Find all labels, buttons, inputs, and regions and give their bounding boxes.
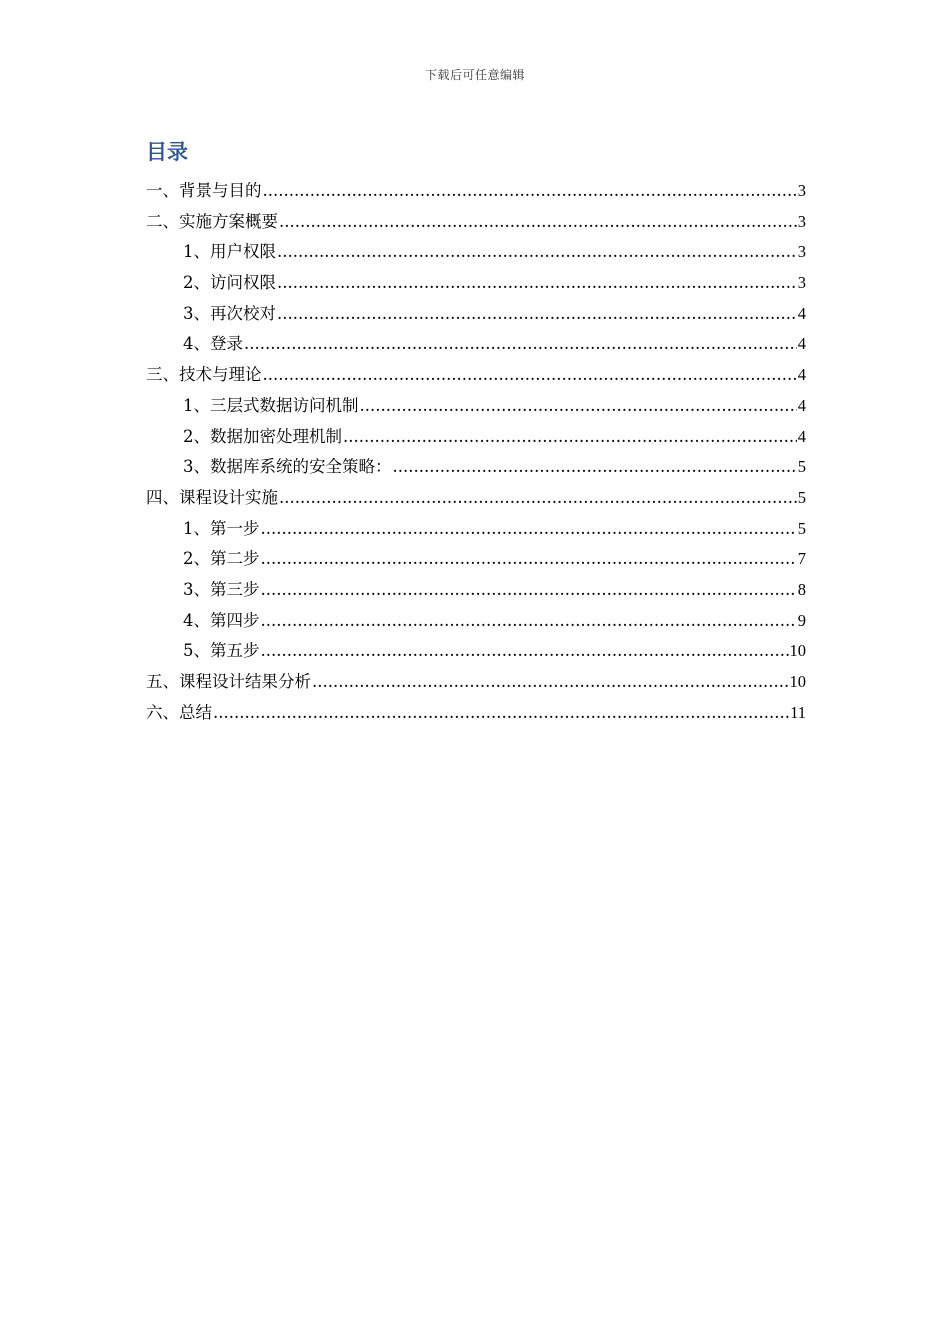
toc-page-number: 4	[797, 395, 806, 415]
toc-dot-leader	[277, 237, 797, 268]
toc-page-number: 7	[797, 549, 806, 569]
toc-page-number: 11	[790, 702, 806, 722]
toc-entry[interactable]	[146, 360, 806, 391]
toc-entry-text: 4、第四步	[183, 610, 260, 630]
toc-entry-text: 四、课程设计实施	[146, 487, 278, 507]
toc-dot-leader	[261, 606, 797, 637]
toc-entry[interactable]	[146, 268, 806, 299]
toc-dot-leader	[261, 514, 797, 545]
toc-dot-leader	[263, 176, 797, 207]
toc-page-number: 5	[797, 457, 806, 477]
toc-entry-text: 2、第二步	[183, 549, 260, 569]
toc-page-number: 10	[789, 641, 806, 661]
toc-entry-text: 二、实施方案概要	[146, 211, 278, 231]
toc-entry[interactable]	[146, 483, 806, 514]
page-header: 下载后可任意编辑	[424, 68, 525, 82]
toc-entry[interactable]	[146, 514, 806, 545]
toc-page-number: 4	[797, 365, 806, 385]
toc-dot-leader	[261, 544, 797, 575]
toc-entry[interactable]	[146, 667, 806, 698]
toc-entry[interactable]	[146, 207, 806, 238]
toc-entry-text: 3、第三步	[183, 579, 260, 599]
toc-dot-leader	[360, 391, 797, 422]
toc-page-number: 8	[797, 579, 806, 599]
toc-entry[interactable]	[146, 237, 806, 268]
toc-page-number: 3	[797, 242, 806, 262]
toc-entry-text: 五、课程设计结果分析	[146, 672, 311, 691]
toc-dot-leader	[261, 636, 789, 667]
toc-page-number: 4	[797, 334, 806, 354]
toc-entry-text: 1、第一步	[183, 518, 260, 538]
toc-entry[interactable]	[146, 636, 806, 667]
toc-dot-leader	[261, 575, 797, 606]
toc-entry[interactable]	[146, 544, 806, 575]
toc-dot-leader	[244, 329, 797, 360]
toc-page-number: 5	[797, 518, 806, 538]
toc-dot-leader	[343, 422, 797, 453]
toc-entry[interactable]	[146, 391, 806, 422]
toc-entry[interactable]	[146, 329, 806, 360]
toc-dot-leader	[393, 452, 797, 483]
toc-entry[interactable]	[146, 176, 806, 207]
toc-entry-text: 1、用户权限	[183, 242, 276, 262]
toc-dot-leader	[279, 483, 797, 514]
toc-page-number: 3	[797, 273, 806, 293]
toc-page-number: 3	[797, 181, 806, 200]
toc-entry[interactable]	[146, 422, 806, 453]
toc-dot-leader	[279, 207, 797, 238]
toc-page-number: 4	[797, 303, 806, 323]
toc-entry-text: 2、数据加密处理机制	[183, 426, 342, 446]
toc-entry[interactable]	[146, 575, 806, 606]
toc-entry-text: 三、技术与理论	[146, 365, 262, 385]
toc-entry[interactable]	[146, 698, 806, 729]
table-of-contents	[146, 176, 806, 728]
toc-dot-leader	[312, 667, 789, 698]
toc-entry-text: 4、登录	[183, 334, 243, 354]
toc-entry-text: 一、背景与目的	[146, 181, 262, 200]
toc-page-number: 5	[797, 487, 806, 507]
toc-page-number: 10	[789, 672, 806, 691]
toc-dot-leader	[277, 268, 797, 299]
toc-entry-text: 2、访问权限	[183, 273, 276, 293]
toc-entry[interactable]	[146, 299, 806, 330]
toc-dot-leader	[263, 360, 797, 391]
toc-page-number: 9	[797, 610, 806, 630]
toc-entry-text: 5、第五步	[183, 641, 260, 661]
toc-entry[interactable]	[146, 452, 806, 483]
toc-dot-leader	[213, 698, 789, 729]
toc-page-number: 4	[797, 426, 806, 446]
toc-entry-text: 3、数据库系统的安全策略：	[183, 457, 392, 477]
toc-dot-leader	[277, 299, 797, 330]
toc-title: 目录	[146, 139, 188, 164]
toc-page-number: 3	[797, 211, 806, 231]
toc-entry-text: 3、再次校对	[183, 303, 276, 323]
toc-entry-text: 1、三层式数据访问机制	[183, 395, 359, 415]
toc-entry-text: 六、总结	[146, 702, 212, 722]
toc-entry[interactable]	[146, 606, 806, 637]
